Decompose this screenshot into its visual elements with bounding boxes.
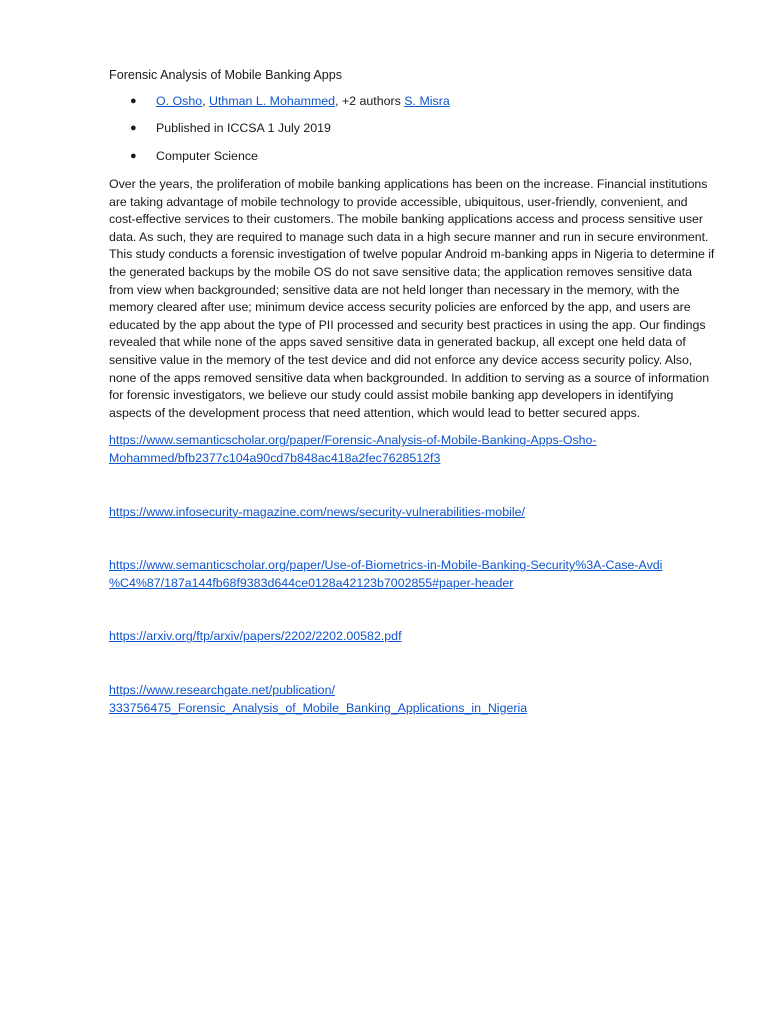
reference-link-semanticscholar-forensic[interactable] bbox=[109, 432, 715, 467]
field-item bbox=[109, 148, 715, 176]
link-line: https://www.semanticscholar.org/paper/Use-of-Biometrics-in-Mobile-Banking-Security%3A-Case-Avdi bbox=[109, 558, 663, 573]
document-content bbox=[109, 67, 715, 753]
link-line: https://www.infosecurity-magazine.com/news/security-vulnerabilities-mobile/ bbox=[109, 504, 525, 519]
authors-more-text: , +2 authors bbox=[335, 93, 405, 108]
reference-link-infosecurity[interactable] bbox=[109, 504, 715, 522]
bullet-icon: ● bbox=[130, 149, 137, 162]
link-line: https://arxiv.org/ftp/arxiv/papers/2202/2202.00582.pdf bbox=[109, 629, 402, 644]
reference-link-researchgate[interactable] bbox=[109, 682, 715, 717]
link-line: 333756475_Forensic_Analysis_of_Mobile_Banking_Applications_in_Nigeria bbox=[109, 700, 528, 715]
bullet-icon: ● bbox=[130, 94, 137, 107]
bullet-icon: ● bbox=[130, 122, 137, 135]
author-link-osho[interactable]: O. Osho bbox=[156, 93, 203, 108]
reference-link-semanticscholar-biometrics[interactable] bbox=[109, 557, 715, 592]
link-line: %C4%87/187a144fb68f9383d644ce0128a42123b7002855#paper-header bbox=[109, 575, 514, 590]
link-line: https://www.semanticscholar.org/paper/Forensic-Analysis-of-Mobile-Banking-Apps-Osho- bbox=[109, 433, 597, 448]
published-item bbox=[109, 120, 715, 148]
paper-metadata-list bbox=[109, 93, 715, 176]
reference-link-arxiv[interactable] bbox=[109, 628, 715, 646]
field-text: Computer Science bbox=[156, 148, 258, 163]
author-link-misra[interactable]: S. Misra bbox=[404, 93, 450, 108]
paper-title: Forensic Analysis of Mobile Banking Apps bbox=[109, 68, 343, 82]
author-link-mohammed[interactable]: Uthman L. Mohammed bbox=[209, 93, 336, 108]
link-line: https://www.researchgate.net/publication/ bbox=[109, 682, 335, 697]
abstract-text: Over the years, the proliferation of mobile banking applications has been on the increase. Financial institutions are taking advantage of mobile technology to provide accessible, ubiquitous, user-friendly, convenient, and cost-effective services to their customers. The mobile banking applications access and process sensitive user data. As such, they are required to manage such data in a high secure manner and run in secure environment. This study conducts a forensic investigation of twelve popular Android m-banking apps in Nigeria to determine if the generated backups by the mobile OS do not save sensitive data; the application removes sensitive data from view when backgrounded; sensitive data are not held longer than necessary in the memory, with the memory cleared after use; minimum device access security policies are enforced by the app, and users are educated by the app about the type of PII processed and security best practices in using the app. Our findings revealed that while none of the apps saved sensitive data in generated backup, all except one held data of sensitive value in the memory of the test device and did not enforce any device access security policy. Also, none of the apps removed sensitive data when backgrounded. In addition to serving as a source of information for forensic investigators, we believe our study could assist mobile banking app developers in identifying aspects of the development process that need attention, which would lead to better secured apps. bbox=[109, 177, 715, 420]
published-text: Published in ICCSA 1 July 2019 bbox=[156, 121, 331, 136]
link-line: Mohammed/bfb2377c104a90cd7b848ac418a2fec7628512f3 bbox=[109, 451, 441, 465]
authors-item bbox=[109, 93, 715, 121]
reference-links bbox=[109, 432, 715, 717]
author-separator: , bbox=[202, 93, 210, 108]
